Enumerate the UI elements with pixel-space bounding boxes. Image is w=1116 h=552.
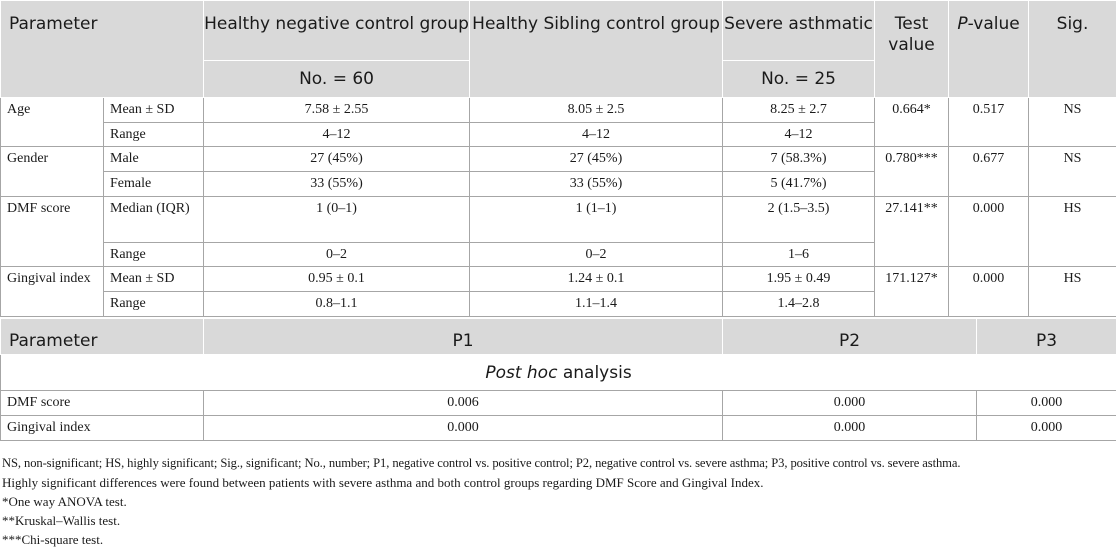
cell-group3: 2 (1.5–3.5) bbox=[723, 197, 875, 243]
posthoc-header-parameter: Parameter bbox=[1, 319, 204, 355]
cell-group2: 4–12 bbox=[470, 123, 723, 147]
cell-group1: 0.95 ± 0.1 bbox=[204, 267, 470, 292]
cell-p-value: 0.000 bbox=[949, 197, 1029, 267]
cell-group2: 1.24 ± 0.1 bbox=[470, 267, 723, 292]
cell-test-value: 27.141** bbox=[875, 197, 949, 267]
cell-group1: 33 (55%) bbox=[204, 172, 470, 197]
posthoc-title: Post hoc analysis bbox=[1, 355, 1116, 391]
footnote-anova: *One way ANOVA test. bbox=[2, 494, 127, 509]
footnote-chisquare: ***Chi-square test. bbox=[2, 532, 104, 547]
cell-sig: HS bbox=[1029, 197, 1116, 267]
posthoc-p2: 0.000 bbox=[723, 391, 977, 416]
cell-group1: 7.58 ± 2.55 bbox=[204, 98, 470, 123]
row-sub: Range bbox=[104, 292, 204, 317]
posthoc-p1: 0.000 bbox=[204, 416, 723, 441]
cell-p-value: 0.000 bbox=[949, 267, 1029, 317]
header-p-value: P-value bbox=[949, 1, 1029, 98]
cell-group2: 27 (45%) bbox=[470, 147, 723, 172]
cell-group3: 4–12 bbox=[723, 123, 875, 147]
cell-group3: 7 (58.3%) bbox=[723, 147, 875, 172]
cell-group1: 27 (45%) bbox=[204, 147, 470, 172]
header-group3: Severe asthmatic bbox=[723, 1, 875, 61]
cell-test-value: 171.127* bbox=[875, 267, 949, 317]
cell-group1: 4–12 bbox=[204, 123, 470, 147]
row-sub: Mean ± SD bbox=[104, 98, 204, 123]
posthoc-param: DMF score bbox=[1, 391, 204, 416]
header-group3-n: No. = 25 bbox=[723, 61, 875, 98]
footnotes bbox=[2, 454, 1116, 549]
row-sub: Female bbox=[104, 172, 204, 197]
table-row bbox=[1, 416, 1116, 441]
posthoc-header-p1: P1 bbox=[204, 319, 723, 355]
header-parameter: Parameter bbox=[1, 1, 204, 98]
cell-group3: 1.4–2.8 bbox=[723, 292, 875, 317]
posthoc-table bbox=[0, 318, 1116, 441]
table-row bbox=[1, 197, 1116, 243]
cell-group2: 8.05 ± 2.5 bbox=[470, 98, 723, 123]
cell-sig: HS bbox=[1029, 267, 1116, 317]
cell-group3: 8.25 ± 2.7 bbox=[723, 98, 875, 123]
posthoc-p2: 0.000 bbox=[723, 416, 977, 441]
cell-group1: 0.8–1.1 bbox=[204, 292, 470, 317]
row-param: Gender bbox=[1, 147, 104, 197]
cell-group2: 1.1–1.4 bbox=[470, 292, 723, 317]
cell-p-value: 0.677 bbox=[949, 147, 1029, 197]
cell-group2: 0–2 bbox=[470, 243, 723, 267]
footnote-summary: Highly significant differences were found between patients with severe asthma and both control groups regarding DMF Score and Gingival Index. bbox=[2, 475, 764, 490]
cell-p-value: 0.517 bbox=[949, 98, 1029, 147]
table-row bbox=[1, 391, 1116, 416]
row-sub: Mean ± SD bbox=[104, 267, 204, 292]
row-sub: Range bbox=[104, 123, 204, 147]
cell-group3: 1.95 ± 0.49 bbox=[723, 267, 875, 292]
footnote-kruskal: **Kruskal–Wallis test. bbox=[2, 513, 121, 528]
cell-group1: 1 (0–1) bbox=[204, 197, 470, 243]
posthoc-param: Gingival index bbox=[1, 416, 204, 441]
cell-group2: 1 (1–1) bbox=[470, 197, 723, 243]
posthoc-p3: 0.000 bbox=[977, 391, 1116, 416]
table-row bbox=[1, 98, 1116, 123]
cell-group3: 5 (41.7%) bbox=[723, 172, 875, 197]
row-sub: Male bbox=[104, 147, 204, 172]
cell-test-value: 0.664* bbox=[875, 98, 949, 147]
header-test-value: Test value bbox=[875, 1, 949, 98]
cell-test-value: 0.780*** bbox=[875, 147, 949, 197]
cell-group2: 33 (55%) bbox=[470, 172, 723, 197]
table-row bbox=[1, 267, 1116, 292]
header-group2: Healthy Sibling control group bbox=[470, 1, 723, 98]
posthoc-header-p3: P3 bbox=[977, 319, 1116, 355]
cell-sig: NS bbox=[1029, 98, 1116, 147]
posthoc-title-row bbox=[1, 355, 1116, 391]
posthoc-p1: 0.006 bbox=[204, 391, 723, 416]
posthoc-header-p2: P2 bbox=[723, 319, 977, 355]
row-sub: Median (IQR) bbox=[104, 197, 204, 243]
cell-group3: 1–6 bbox=[723, 243, 875, 267]
header-group1: Healthy negative control group bbox=[204, 1, 470, 61]
cell-sig: NS bbox=[1029, 147, 1116, 197]
header-group1-n: No. = 60 bbox=[204, 61, 470, 98]
row-sub: Range bbox=[104, 243, 204, 267]
row-param: Age bbox=[1, 98, 104, 147]
header-sig: Sig. bbox=[1029, 1, 1116, 98]
row-param: Gingival index bbox=[1, 267, 104, 317]
posthoc-p3: 0.000 bbox=[977, 416, 1116, 441]
table-row bbox=[1, 147, 1116, 172]
footnote-abbreviations: NS, non-significant; HS, highly significant; Sig., significant; No., number; P1, negative control vs. positive control; P2, negative control vs. severe asthma; P3, positive control vs. severe asthma. bbox=[2, 456, 961, 470]
row-param: DMF score bbox=[1, 197, 104, 267]
cell-group1: 0–2 bbox=[204, 243, 470, 267]
